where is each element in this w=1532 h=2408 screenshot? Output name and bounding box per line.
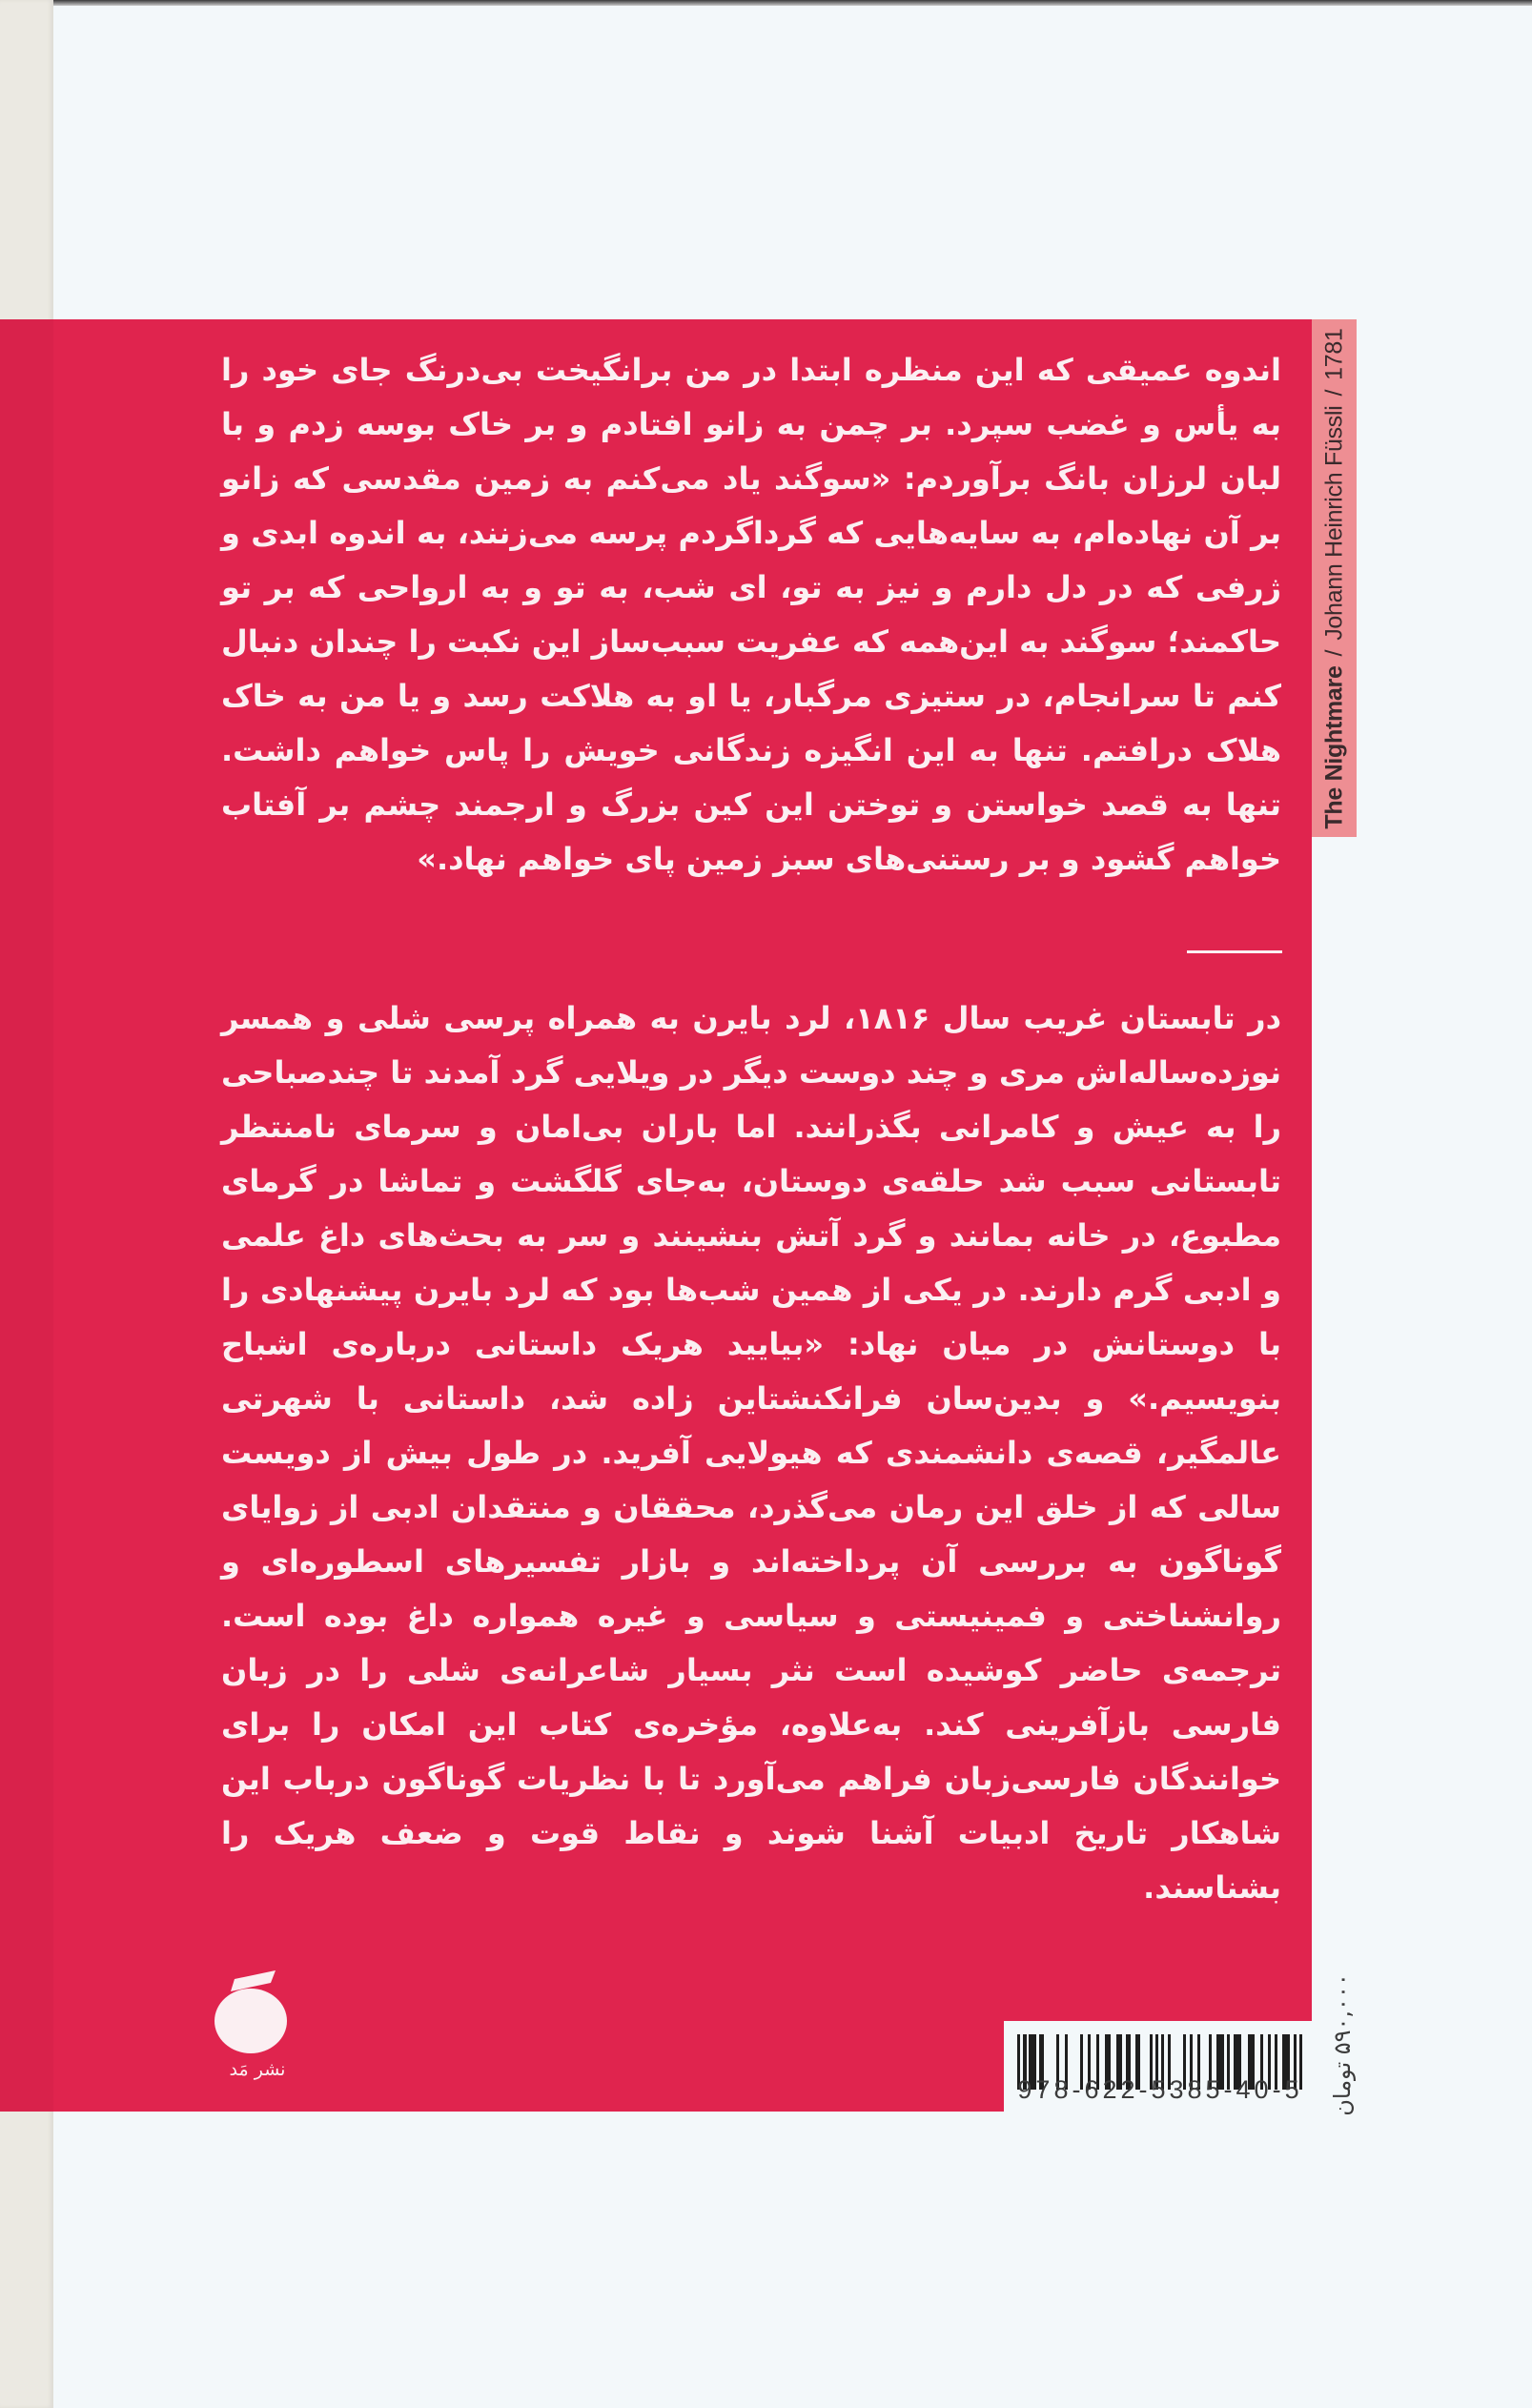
credit-separator: / [1320, 389, 1347, 396]
book-top-edge [0, 0, 1532, 6]
price-label: ۵۹۰,۰۰۰ تومان [1329, 1973, 1356, 2116]
artwork-artist: Johann Heinrich Füssli [1320, 405, 1347, 641]
publisher-logo [214, 1954, 300, 2088]
quote-paragraph: اندوه عمیقی که این منظره ابتدا در من برانگیخت بی‌درنگ جای خود را به یأس و غضب سپرد. بر چمن به زانو افتادم و بر خاک بوسه زدم و با لبان لرزان بانگ برآوردم: «سوگند یاد می‌کنم به زمین مقدسی که زانو بر آن نهاده‌ام، به سایه‌هایی که گرداگردم پرسه می‌زنند، به اندوه ابدی و ژرفی که در دل دارم و نیز به تو، ای شب، به تو و به ارواحی که بر تو حاکمند؛ سوگند به این‌همه که عفریت سبب‌ساز این نکبت را چندان دنبال کنم تا سرانجام، در ستیزی مرگبار، یا او به هلاکت رسد و یا من به خاک هلاک درافتم. تنها به این انگیزه زندگانی خویش را پاس خواهم داشت. تنها به قصد خواستن و توختن این کین بزرگ و ارجمند چشم بر آفتاب خواهم گشود و بر رستنی‌های سبز زمین پای خواهم نهاد.» [221, 352, 1281, 877]
section-divider [1187, 950, 1282, 953]
description-paragraph: در تابستان غریب سال ۱۸۱۶، لرد بایرن به همراه پرسی شلی و همسر نوزده‌ساله‌اش مری و چند دوست دیگر در ویلایی گرد آمدند تا چندصباحی را به عیش و کامرانی بگذرانند. اما باران بی‌امان و سرمای نامنتظر تابستانی سبب شد حلقه‌ی دوستان، به‌جای گلگشت و تماشا در گرمای مطبوع، در خانه بمانند و گرد آتش بنشینند و سر به بحث‌های داغ علمی و ادبی گرم دارند. در یکی از همین شب‌ها بود که لرد بایرن پیشنهادی را با دوستانش در میان نهاد: «بیایید هریک داستانی درباره‌ی اشباح بنویسیم.» و بدین‌سان فرانکنشتاین زاده شد، داستانی با شهرتی عالمگیر، قصه‌ی دانشمندی که هیولایی آفرید. در طول بیش از دویست سالی که از خلق این رمان می‌گذرد، محققان و منتقدان ادبی از زوایای گوناگون به بررسی آن پرداخته‌اند و بازار تفسیرهای اسطوره‌ای و روانشناختی و فمینیستی و سیاسی و غیره همواره داغ بوده است. ترجمه‌ی حاضر کوشیده است نثر بسیار شاعرانه‌ی شلی را در زبان فارسی بازآفرینی کند. به‌علاوه، مؤخره‌ی کتاب این امکان را برای خوانندگان فارسی‌زبان فراهم می‌آورد تا با نظریات گوناگون درباب این شاهکار تاریخ ادبیات آشنا شوند و نقاط قوت و ضعف هریک را بشناسند. [221, 1000, 1281, 1906]
publisher-name: نشر مَد [229, 2059, 286, 2080]
artwork-credit-text [1320, 328, 1348, 828]
pomegranate-logo-icon [214, 1954, 300, 2059]
isbn-number: 978-622-5385-40-5 [1017, 2075, 1303, 2104]
artwork-title: The Nightmare [1320, 664, 1347, 829]
artwork-credit-strip [1312, 319, 1357, 837]
artwork-year: 1781 [1320, 327, 1347, 380]
credit-separator: / [1320, 649, 1347, 656]
spine-shadow [0, 319, 53, 2112]
